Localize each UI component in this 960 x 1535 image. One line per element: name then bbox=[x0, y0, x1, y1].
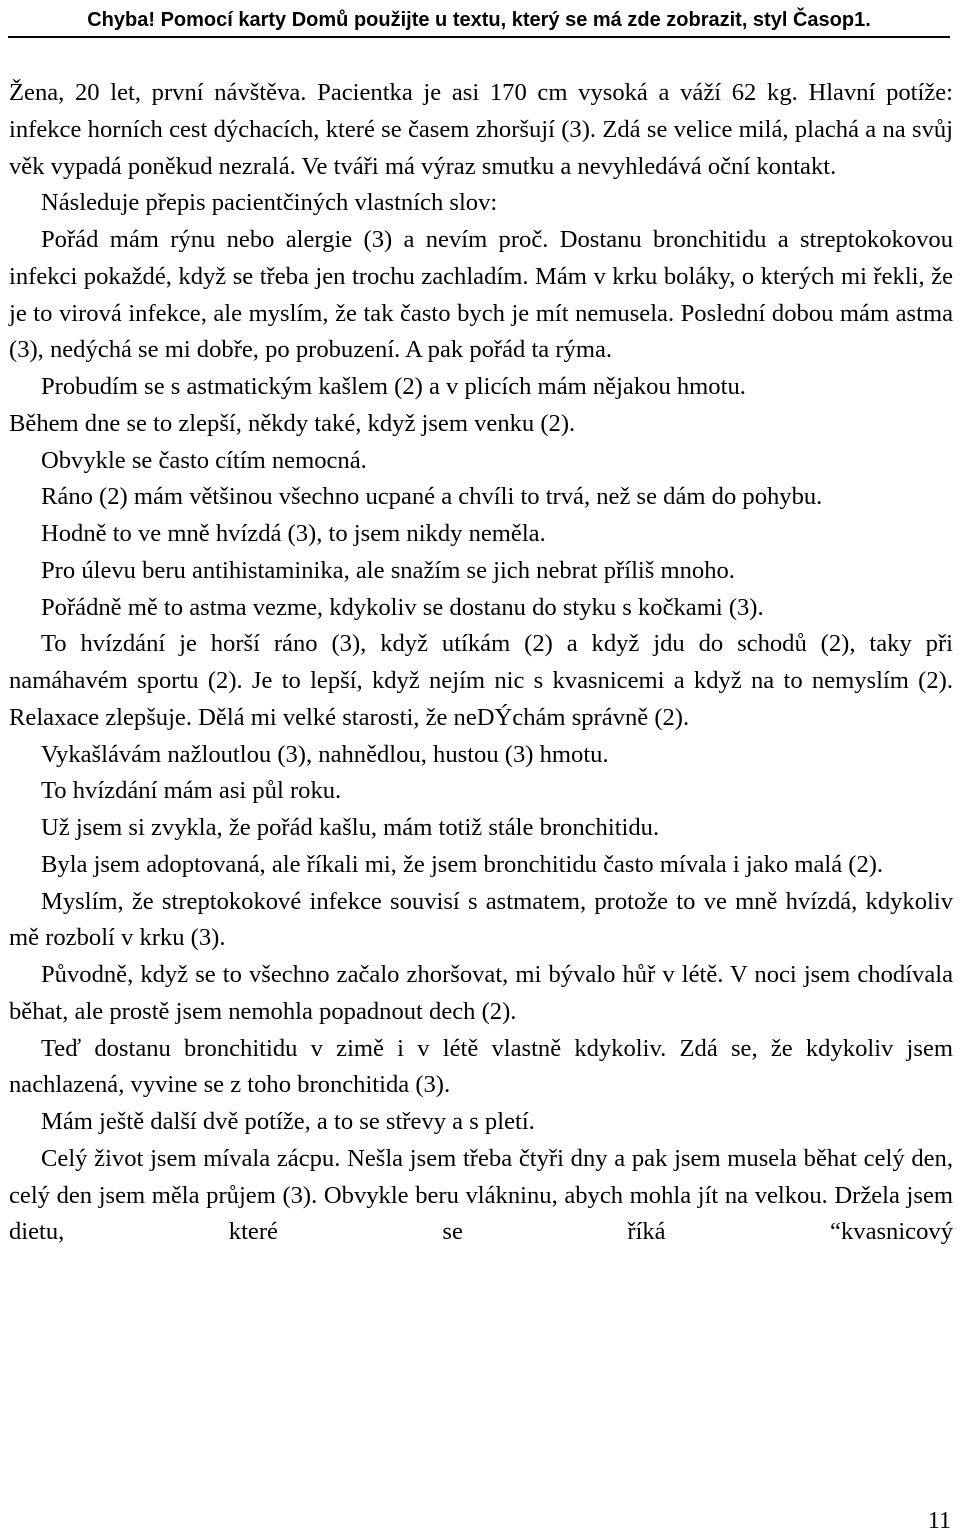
quote-paragraph: Ráno (2) mám většinou všechno ucpané a chvíli to trvá, než se dám do pohybu. bbox=[41, 483, 823, 511]
quote-paragraph: Původně, když se to všechno začalo zhoršovat, mi bývalo hůř v létě. V noci jsem chodívala běhat, ale prostě jsem nemohla popadnout dech (2). bbox=[9, 961, 953, 1025]
document-body bbox=[9, 75, 953, 1251]
quote-paragraph: Během dne se to zlepší, někdy také, když jsem venku (2). bbox=[9, 409, 576, 437]
quote-paragraph: Pořád mám rýnu nebo alergie (3) a nevím proč. Dostanu bronchitidu a streptokokovou infekci pokaždé, když se třeba jen trochu zachladím. Mám v krku boláky, o kterých mi řekli, že je to virová infekce, ale myslím, že tak často bych je mít nemusela. Poslední dobou mám astma (3), nedýchá se mi dobře, po probuzení. A pak pořád ta rýma. bbox=[9, 226, 953, 364]
quote-paragraph: Celý život jsem mívala zácpu. Nešla jsem třeba čtyři dny a pak jsem musela běhat celý den, celý den jsem měla průjem (3). Obvykle beru vlákninu, abych mohla jít na velkou. Držela jsem dietu, které se říká “kvasnicový bbox=[9, 1144, 953, 1246]
quote-paragraph: To hvízdání je horší ráno (3), když utíkám (2) a když jdu do schodů (2), taky při namáhavém sportu (2). Je to lepší, když nejím nic s kvasnicemi a když na to nemyslím (2). Relaxace zlepšuje. Dělá mi velké starosti, že neDÝchám správně (2). bbox=[9, 630, 953, 731]
quote-paragraph: Vykašlávám nažloutlou (3), nahnědlou, hustou (3) hmotu. bbox=[41, 740, 609, 768]
quote-paragraph: Pro úlevu beru antihistaminika, ale snažím se jich nebrat příliš mnoho. bbox=[41, 556, 735, 584]
quote-paragraph: Byla jsem adoptovaná, ale říkali mi, že jsem bronchitidu často mívala i jako malá (2). bbox=[41, 850, 884, 878]
quote-paragraph: Obvykle se často cítím nemocná. bbox=[41, 446, 367, 474]
quote-paragraph: Myslím, že streptokokové infekce souvisí s astmatem, protože to ve mně hvízdá, kdykoliv mě rozbolí v krku (3). bbox=[9, 887, 953, 952]
page-number: 11 bbox=[927, 1508, 951, 1534]
quote-paragraph: Hodně to ve mně hvízdá (3), to jsem nikdy neměla. bbox=[41, 520, 546, 547]
quote-paragraph: Teď dostanu bronchitidu v zimě i v létě vlastně kdykoliv. Zdá se, že kdykoliv jsem nachlazená, vyvine se z toho bronchitida (3). bbox=[9, 1034, 953, 1099]
header-error-text: Chyba! Pomocí karty Domů použijte u textu, který se má zde zobrazit, styl Časop1. bbox=[8, 4, 950, 38]
quote-paragraph: Už jsem si zvykla, že pořád kašlu, mám totiž stále bronchitidu. bbox=[41, 814, 660, 841]
quote-paragraph: To hvízdání mám asi půl roku. bbox=[41, 777, 342, 805]
transcript-intro: Následuje přepis pacientčiných vlastních slov: bbox=[41, 189, 498, 217]
quote-paragraph: Mám ještě další dvě potíže, a to se střevy a s pletí. bbox=[41, 1108, 535, 1135]
quote-paragraph: Probudím se s astmatickým kašlem (2) a v plicích mám nějakou hmotu. bbox=[41, 373, 746, 400]
intro-paragraph: Žena, 20 let, první návštěva. Pacientka je asi 170 cm vysoká a váží 62 kg. Hlavní potíže: infekce horních cest dýchacích, které se časem zhoršují (3). Zdá se velice milá, plachá a na svůj věk vypadá poněkud nezralá. Ve tváři má výraz smutku a nevyhledává oční kontakt. bbox=[9, 79, 953, 180]
quote-paragraph: Pořádně mě to astma vezme, kdykoliv se dostanu do styku s kočkami (3). bbox=[41, 593, 764, 621]
